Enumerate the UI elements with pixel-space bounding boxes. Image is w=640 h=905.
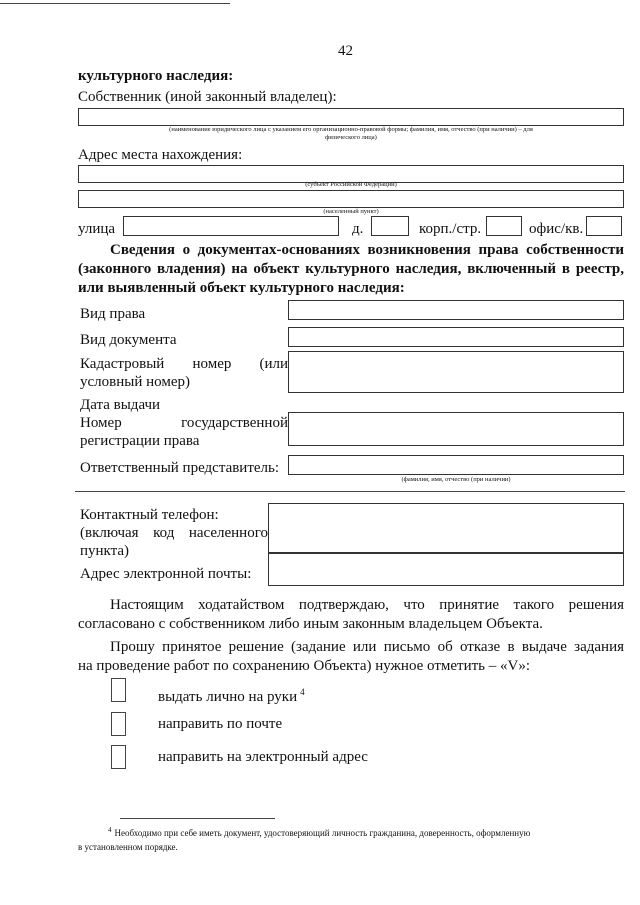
request-line-2: на проведение работ по сохранению Объекта) нужное отметить – «V»:	[78, 658, 531, 674]
reg-number-label-line-1: Номер государственной	[80, 415, 288, 431]
phone-label-line-3: пункта)	[80, 543, 130, 559]
confirm-line-2: согласовано с собственником либо иным законным владельцем Объекта.	[78, 616, 543, 632]
reg-number-label	[80, 414, 288, 450]
street-field[interactable]	[123, 216, 339, 236]
owner-name-field[interactable]	[78, 108, 624, 126]
footnote	[78, 823, 626, 854]
option-by-email-label: направить на электронный адрес	[158, 749, 368, 765]
phone-label	[80, 506, 268, 560]
confirm-paragraph	[78, 596, 624, 634]
top-rule	[0, 3, 230, 4]
option-in-person-text: выдать лично на руки	[158, 689, 298, 705]
footnote-line-2: в установленном порядке.	[78, 842, 178, 852]
footnote-line-1	[78, 823, 626, 840]
reg-number-field[interactable]	[288, 412, 624, 446]
documents-heading: Сведения о документах-основаниях возникновения права собственности (законного владения) на объект культурного наследия, включенный в реестр, или выявленный объект культурного наследия:	[78, 242, 624, 296]
office-field[interactable]	[586, 216, 622, 236]
option-in-person-checkbox[interactable]	[111, 678, 126, 702]
owner-hint-line-1: (наименование юридического лица с указанием его организационно-правовой формы; фамилия, имя, отчество (при наличии) – для	[169, 126, 533, 133]
responsible-label: Ответственный представитель:	[80, 460, 280, 476]
phone-field[interactable]	[268, 503, 624, 553]
option-by-email-checkbox[interactable]	[111, 745, 126, 769]
settlement-field[interactable]	[78, 190, 624, 208]
footnote-rule	[120, 818, 275, 819]
cadastral-field[interactable]	[288, 351, 624, 393]
right-type-label: Вид права	[80, 306, 146, 322]
page-number: 42	[338, 43, 353, 59]
phone-label-line-2: (включая код населенного	[80, 525, 268, 541]
street-label: улица	[78, 221, 116, 237]
doc-type-label: Вид документа	[80, 332, 177, 348]
cadastral-label	[80, 355, 288, 391]
owner-hint	[80, 126, 622, 142]
phone-label-line-1: Контактный телефон:	[80, 507, 219, 523]
house-label: д.	[352, 221, 364, 237]
address-label: Адрес места нахождения:	[78, 147, 243, 163]
owner-hint-line-2: физического лица)	[325, 134, 377, 141]
house-field[interactable]	[371, 216, 409, 236]
request-line-1: Прошу принятое решение (задание или письмо об отказе в выдаче задания	[110, 639, 624, 655]
cadastral-label-line-2: условный номер)	[80, 374, 190, 390]
issue-date-label: Дата выдачи	[80, 397, 161, 413]
footnote-ref: 4	[300, 687, 305, 697]
office-label: офис/кв.	[529, 221, 584, 237]
subject-hint: (субъект Российской Федерации)	[305, 181, 397, 188]
email-label: Адрес электронной почты:	[80, 566, 252, 582]
footnote-mark: 4	[108, 826, 112, 834]
settlement-hint: (населенный пункт)	[323, 208, 379, 215]
doc-type-field[interactable]	[288, 327, 624, 347]
request-paragraph	[78, 638, 624, 676]
email-field[interactable]	[268, 553, 624, 586]
confirm-line-1: Настоящим ходатайством подтверждаю, что принятие такого решения	[110, 597, 624, 613]
option-by-mail-label: направить по почте	[158, 716, 283, 732]
footnote-text-1: Необходимо при себе иметь документ, удостоверяющий личность гражданина, доверенность, оформленную	[114, 828, 531, 838]
option-in-person-label	[158, 683, 305, 706]
section-divider	[75, 491, 625, 492]
building-label: корп./стр.	[419, 221, 482, 237]
right-type-field[interactable]	[288, 300, 624, 320]
responsible-field[interactable]	[288, 455, 624, 475]
cadastral-label-line-1: Кадастровый номер (или	[80, 356, 288, 372]
building-field[interactable]	[486, 216, 522, 236]
section-heading-continuation: культурного наследия:	[78, 68, 234, 84]
option-by-mail-checkbox[interactable]	[111, 712, 126, 736]
owner-label: Собственник (иной законный владелец):	[78, 89, 337, 105]
responsible-hint: (фамилия, имя, отчество (при наличии)	[401, 476, 511, 483]
reg-number-label-line-2: регистрации права	[80, 433, 200, 449]
